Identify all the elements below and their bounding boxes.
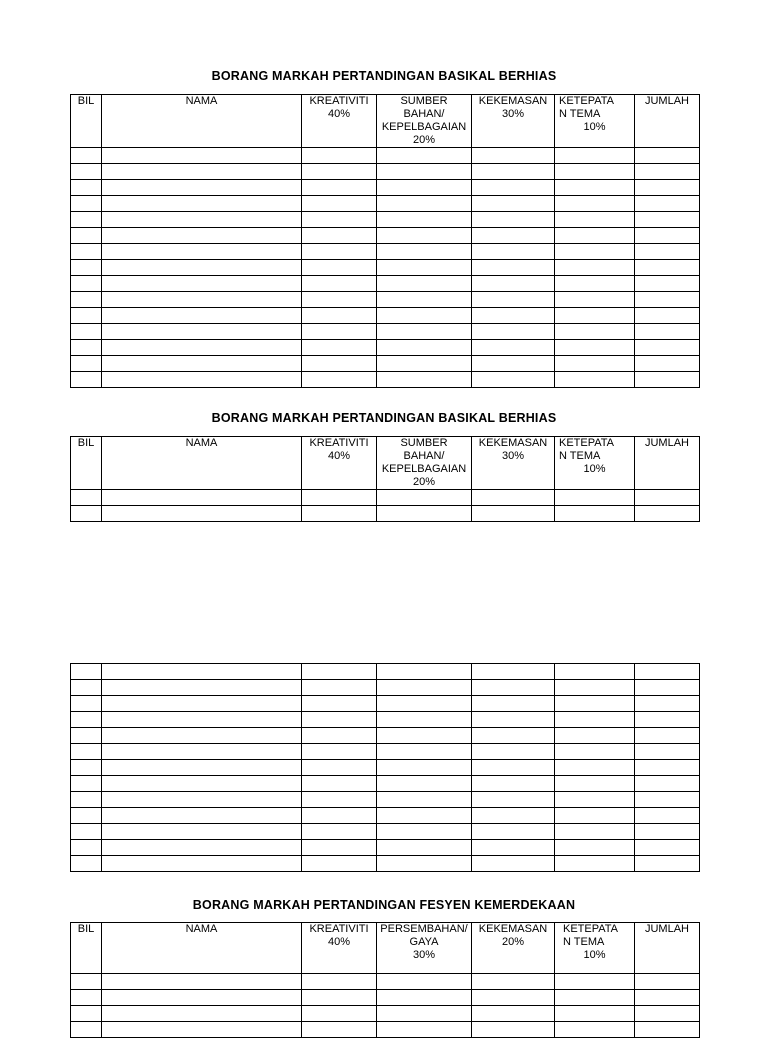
cell-score-4[interactable] [555, 990, 635, 1006]
cell-nama[interactable] [102, 990, 302, 1006]
cell-score-4[interactable] [555, 356, 635, 372]
cell-jumlah[interactable] [635, 148, 700, 164]
cell-jumlah[interactable] [635, 292, 700, 308]
table-row [71, 664, 700, 680]
cell-score-3[interactable] [472, 856, 555, 872]
cell-jumlah[interactable] [635, 180, 700, 196]
table-header-row [71, 437, 700, 490]
cell-score-4[interactable] [555, 148, 635, 164]
table-row [71, 760, 700, 776]
cell-score-3[interactable] [472, 244, 555, 260]
cell-bil[interactable] [71, 324, 102, 340]
cell-nama[interactable] [102, 712, 302, 728]
cell-score-3[interactable] [472, 490, 555, 506]
cell-score-1[interactable] [302, 792, 377, 808]
cell-jumlah[interactable] [635, 212, 700, 228]
cell-score-2[interactable] [377, 148, 472, 164]
cell-nama[interactable] [102, 180, 302, 196]
cell-score-3[interactable] [472, 148, 555, 164]
cell-nama[interactable] [102, 760, 302, 776]
cell-nama[interactable] [102, 324, 302, 340]
cell-jumlah[interactable] [635, 244, 700, 260]
cell-score-4[interactable] [555, 840, 635, 856]
table-row [71, 990, 700, 1006]
header-nama: NAMA [102, 437, 302, 490]
cell-score-3[interactable] [472, 164, 555, 180]
cell-score-1[interactable] [302, 760, 377, 776]
cell-score-1[interactable] [302, 506, 377, 522]
header-kreativiti: KREATIVITI 40% [302, 95, 377, 148]
cell-score-4[interactable] [555, 974, 635, 990]
table-row [71, 744, 700, 760]
header-ketepatan-tema: KETEPATA N TEMA 10% [555, 923, 635, 974]
table-row [71, 680, 700, 696]
cell-jumlah[interactable] [635, 228, 700, 244]
cell-score-2[interactable] [377, 680, 472, 696]
header-kekemasan: KEKEMASAN 20% [472, 923, 555, 974]
cell-score-3[interactable] [472, 760, 555, 776]
cell-bil[interactable] [71, 490, 102, 506]
cell-score-2[interactable] [377, 776, 472, 792]
cell-score-1[interactable] [302, 856, 377, 872]
cell-score-4[interactable] [555, 728, 635, 744]
cell-bil[interactable] [71, 776, 102, 792]
cell-nama[interactable] [102, 776, 302, 792]
cell-bil[interactable] [71, 974, 102, 990]
cell-jumlah[interactable] [635, 164, 700, 180]
table-row [71, 292, 700, 308]
cell-score-4[interactable] [555, 260, 635, 276]
cell-nama[interactable] [102, 292, 302, 308]
cell-jumlah[interactable] [635, 308, 700, 324]
cell-jumlah[interactable] [635, 372, 700, 388]
cell-bil[interactable] [71, 824, 102, 840]
cell-nama[interactable] [102, 744, 302, 760]
cell-score-4[interactable] [555, 776, 635, 792]
cell-score-4[interactable] [555, 228, 635, 244]
cell-jumlah[interactable] [635, 856, 700, 872]
cell-jumlah[interactable] [635, 276, 700, 292]
table-row [71, 696, 700, 712]
cell-jumlah[interactable] [635, 260, 700, 276]
cell-score-2[interactable] [377, 664, 472, 680]
table-row [71, 792, 700, 808]
cell-score-1[interactable] [302, 164, 377, 180]
table-row [71, 244, 700, 260]
cell-score-4[interactable] [555, 196, 635, 212]
table-row [71, 776, 700, 792]
table-row [71, 712, 700, 728]
cell-score-1[interactable] [302, 340, 377, 356]
cell-jumlah[interactable] [635, 792, 700, 808]
cell-score-1[interactable] [302, 776, 377, 792]
cell-score-3[interactable] [472, 824, 555, 840]
table-row [71, 808, 700, 824]
form-2-table [70, 436, 700, 522]
cell-nama[interactable] [102, 808, 302, 824]
cell-score-4[interactable] [555, 164, 635, 180]
cell-score-2[interactable] [377, 1006, 472, 1022]
cell-bil[interactable] [71, 680, 102, 696]
header-nama: NAMA [102, 923, 302, 974]
table-row [71, 490, 700, 506]
cell-jumlah[interactable] [635, 506, 700, 522]
cell-score-2[interactable] [377, 244, 472, 260]
header-bil: BIL [71, 437, 102, 490]
table-row [71, 324, 700, 340]
table-row [71, 228, 700, 244]
cell-score-3[interactable] [472, 260, 555, 276]
cell-score-1[interactable] [302, 148, 377, 164]
cell-score-2[interactable] [377, 728, 472, 744]
cell-score-4[interactable] [555, 1006, 635, 1022]
cell-score-4[interactable] [555, 180, 635, 196]
cell-score-2[interactable] [377, 196, 472, 212]
table-row [71, 308, 700, 324]
cell-bil[interactable] [71, 196, 102, 212]
form-3-table [70, 663, 700, 872]
form-4-title: BORANG MARKAH PERTANDINGAN FESYEN KEMERDEKAAN [192, 898, 576, 912]
cell-score-2[interactable] [377, 824, 472, 840]
cell-nama[interactable] [102, 856, 302, 872]
cell-jumlah[interactable] [635, 776, 700, 792]
cell-score-1[interactable] [302, 356, 377, 372]
cell-score-4[interactable] [555, 490, 635, 506]
cell-score-2[interactable] [377, 212, 472, 228]
cell-score-3[interactable] [472, 180, 555, 196]
cell-score-1[interactable] [302, 824, 377, 840]
cell-score-1[interactable] [302, 680, 377, 696]
cell-bil[interactable] [71, 760, 102, 776]
cell-nama[interactable] [102, 276, 302, 292]
cell-score-2[interactable] [377, 974, 472, 990]
cell-score-3[interactable] [472, 776, 555, 792]
table-row [71, 974, 700, 990]
cell-score-3[interactable] [472, 1006, 555, 1022]
cell-score-2[interactable] [377, 372, 472, 388]
cell-nama[interactable] [102, 148, 302, 164]
table-row [71, 196, 700, 212]
cell-bil[interactable] [71, 340, 102, 356]
cell-score-3[interactable] [472, 712, 555, 728]
cell-score-3[interactable] [472, 744, 555, 760]
cell-score-1[interactable] [302, 276, 377, 292]
cell-jumlah[interactable] [635, 744, 700, 760]
cell-score-2[interactable] [377, 180, 472, 196]
cell-nama[interactable] [102, 372, 302, 388]
cell-nama[interactable] [102, 340, 302, 356]
cell-score-1[interactable] [302, 744, 377, 760]
cell-score-3[interactable] [472, 372, 555, 388]
cell-nama[interactable] [102, 356, 302, 372]
cell-score-2[interactable] [377, 760, 472, 776]
header-kreativiti: KREATIVITI 40% [302, 437, 377, 490]
cell-nama[interactable] [102, 212, 302, 228]
cell-jumlah[interactable] [635, 728, 700, 744]
cell-score-2[interactable] [377, 808, 472, 824]
table-header-row [71, 923, 700, 974]
cell-score-1[interactable] [302, 324, 377, 340]
cell-score-4[interactable] [555, 712, 635, 728]
cell-bil[interactable] [71, 164, 102, 180]
cell-score-4[interactable] [555, 276, 635, 292]
cell-bil[interactable] [71, 244, 102, 260]
cell-jumlah[interactable] [635, 356, 700, 372]
cell-score-4[interactable] [555, 792, 635, 808]
header-sumber-bahan: SUMBER BAHAN/ KEPELBAGAIAN 20% [377, 95, 472, 148]
cell-jumlah[interactable] [635, 840, 700, 856]
cell-bil[interactable] [71, 372, 102, 388]
cell-score-2[interactable] [377, 308, 472, 324]
cell-score-3[interactable] [472, 792, 555, 808]
cell-bil[interactable] [71, 856, 102, 872]
cell-bil[interactable] [71, 744, 102, 760]
table-row [71, 824, 700, 840]
cell-bil[interactable] [71, 292, 102, 308]
header-ketepatan-tema: KETEPATA N TEMA 10% [555, 437, 635, 490]
cell-score-2[interactable] [377, 340, 472, 356]
cell-score-3[interactable] [472, 324, 555, 340]
cell-score-2[interactable] [377, 696, 472, 712]
cell-score-3[interactable] [472, 696, 555, 712]
cell-jumlah[interactable] [635, 696, 700, 712]
cell-score-4[interactable] [555, 744, 635, 760]
table-row [71, 728, 700, 744]
table-row [71, 260, 700, 276]
cell-score-4[interactable] [555, 244, 635, 260]
cell-score-2[interactable] [377, 990, 472, 1006]
cell-score-1[interactable] [302, 1006, 377, 1022]
cell-bil[interactable] [71, 728, 102, 744]
cell-bil[interactable] [71, 808, 102, 824]
cell-nama[interactable] [102, 164, 302, 180]
cell-nama[interactable] [102, 490, 302, 506]
cell-bil[interactable] [71, 308, 102, 324]
cell-score-1[interactable] [302, 728, 377, 744]
header-kekemasan: KEKEMASAN 30% [472, 95, 555, 148]
cell-score-2[interactable] [377, 324, 472, 340]
table-row [71, 340, 700, 356]
cell-nama[interactable] [102, 792, 302, 808]
table-row [71, 506, 700, 522]
cell-bil[interactable] [71, 990, 102, 1006]
cell-score-1[interactable] [302, 712, 377, 728]
cell-score-4[interactable] [555, 308, 635, 324]
cell-score-4[interactable] [555, 696, 635, 712]
cell-score-1[interactable] [302, 260, 377, 276]
cell-score-4[interactable] [555, 506, 635, 522]
cell-bil[interactable] [71, 664, 102, 680]
cell-score-4[interactable] [555, 808, 635, 824]
cell-jumlah[interactable] [635, 1006, 700, 1022]
cell-score-2[interactable] [377, 260, 472, 276]
cell-bil[interactable] [71, 840, 102, 856]
table-row [71, 212, 700, 228]
cell-score-3[interactable] [472, 990, 555, 1006]
cell-nama[interactable] [102, 840, 302, 856]
cell-bil[interactable] [71, 228, 102, 244]
form-2-title: BORANG MARKAH PERTANDINGAN BASIKAL BERHIAS [211, 411, 557, 425]
table-header-row [71, 95, 700, 148]
table-row [71, 276, 700, 292]
cell-nama[interactable] [102, 680, 302, 696]
cell-jumlah[interactable] [635, 712, 700, 728]
cell-nama[interactable] [102, 308, 302, 324]
cell-score-1[interactable] [302, 180, 377, 196]
header-kreativiti: KREATIVITI 40% [302, 923, 377, 974]
cell-score-1[interactable] [302, 664, 377, 680]
cell-score-1[interactable] [302, 244, 377, 260]
cell-score-4[interactable] [555, 292, 635, 308]
cell-bil[interactable] [71, 148, 102, 164]
cell-score-4[interactable] [555, 680, 635, 696]
cell-score-2[interactable] [377, 490, 472, 506]
cell-score-2[interactable] [377, 712, 472, 728]
cell-score-2[interactable] [377, 228, 472, 244]
table-row [71, 148, 700, 164]
cell-jumlah[interactable] [635, 196, 700, 212]
cell-jumlah[interactable] [635, 680, 700, 696]
cell-score-4[interactable] [555, 664, 635, 680]
cell-score-3[interactable] [472, 840, 555, 856]
cell-score-3[interactable] [472, 340, 555, 356]
cell-score-3[interactable] [472, 276, 555, 292]
header-persembahan-gaya: PERSEMBAHAN/ GAYA 30% [377, 923, 472, 974]
table-row [71, 840, 700, 856]
cell-jumlah[interactable] [635, 808, 700, 824]
cell-score-4[interactable] [555, 824, 635, 840]
cell-jumlah[interactable] [635, 824, 700, 840]
cell-nama[interactable] [102, 974, 302, 990]
header-sumber-bahan: SUMBER BAHAN/ KEPELBAGAIAN 20% [377, 437, 472, 490]
cell-score-1[interactable] [302, 308, 377, 324]
cell-score-2[interactable] [377, 792, 472, 808]
cell-score-3[interactable] [472, 212, 555, 228]
cell-jumlah[interactable] [635, 664, 700, 680]
cell-score-2[interactable] [377, 744, 472, 760]
form-1-title: BORANG MARKAH PERTANDINGAN BASIKAL BERHIAS [211, 69, 557, 83]
header-nama: NAMA [102, 95, 302, 148]
cell-score-1[interactable] [302, 990, 377, 1006]
cell-bil[interactable] [71, 792, 102, 808]
cell-score-1[interactable] [302, 196, 377, 212]
cell-score-2[interactable] [377, 164, 472, 180]
cell-score-3[interactable] [472, 664, 555, 680]
cell-score-1[interactable] [302, 228, 377, 244]
cell-bil[interactable] [71, 506, 102, 522]
table-row [71, 856, 700, 872]
cell-nama[interactable] [102, 824, 302, 840]
cell-score-1[interactable] [302, 490, 377, 506]
cell-score-1[interactable] [302, 372, 377, 388]
cell-bil[interactable] [71, 712, 102, 728]
header-bil: BIL [71, 923, 102, 974]
cell-score-2[interactable] [377, 840, 472, 856]
cell-nama[interactable] [102, 664, 302, 680]
header-jumlah: JUMLAH [635, 923, 700, 974]
cell-nama[interactable] [102, 244, 302, 260]
cell-score-4[interactable] [555, 856, 635, 872]
table-row [71, 164, 700, 180]
cell-score-4[interactable] [555, 212, 635, 228]
cell-score-1[interactable] [302, 292, 377, 308]
cell-nama[interactable] [102, 506, 302, 522]
cell-score-1[interactable] [302, 808, 377, 824]
cell-jumlah[interactable] [635, 760, 700, 776]
cell-jumlah[interactable] [635, 324, 700, 340]
cell-score-4[interactable] [555, 340, 635, 356]
cell-score-1[interactable] [302, 696, 377, 712]
cell-score-4[interactable] [555, 324, 635, 340]
cell-nama[interactable] [102, 228, 302, 244]
cell-score-2[interactable] [377, 292, 472, 308]
cell-nama[interactable] [102, 696, 302, 712]
header-jumlah: JUMLAH [635, 95, 700, 148]
table-row [71, 180, 700, 196]
cell-bil[interactable] [71, 260, 102, 276]
cell-score-3[interactable] [472, 506, 555, 522]
cell-score-3[interactable] [472, 228, 555, 244]
form-4-table [70, 922, 700, 1038]
form-1-table [70, 94, 700, 388]
cell-score-3[interactable] [472, 292, 555, 308]
cell-score-3[interactable] [472, 196, 555, 212]
cell-score-2[interactable] [377, 276, 472, 292]
cell-score-3[interactable] [472, 974, 555, 990]
cell-bil[interactable] [71, 180, 102, 196]
cell-nama[interactable] [102, 196, 302, 212]
table-row [71, 372, 700, 388]
cell-jumlah[interactable] [635, 490, 700, 506]
cell-score-1[interactable] [302, 840, 377, 856]
cell-score-2[interactable] [377, 506, 472, 522]
cell-score-2[interactable] [377, 856, 472, 872]
cell-jumlah[interactable] [635, 340, 700, 356]
cell-score-1[interactable] [302, 974, 377, 990]
header-ketepatan-tema: KETEPATA N TEMA 10% [555, 95, 635, 148]
table-row [71, 1006, 700, 1022]
header-kekemasan: KEKEMASAN 30% [472, 437, 555, 490]
cell-bil[interactable] [71, 1006, 102, 1022]
cell-jumlah[interactable] [635, 974, 700, 990]
cell-score-3[interactable] [472, 356, 555, 372]
cell-nama[interactable] [102, 1006, 302, 1022]
header-bil: BIL [71, 95, 102, 148]
cell-nama[interactable] [102, 260, 302, 276]
cell-score-4[interactable] [555, 760, 635, 776]
cell-bil[interactable] [71, 356, 102, 372]
cell-bil[interactable] [71, 696, 102, 712]
table-row [71, 356, 700, 372]
header-jumlah: JUMLAH [635, 437, 700, 490]
cell-score-3[interactable] [472, 308, 555, 324]
cell-score-4[interactable] [555, 372, 635, 388]
cell-bil[interactable] [71, 276, 102, 292]
cell-score-3[interactable] [472, 680, 555, 696]
cell-jumlah[interactable] [635, 990, 700, 1006]
cell-score-2[interactable] [377, 356, 472, 372]
cell-score-3[interactable] [472, 808, 555, 824]
cell-score-1[interactable] [302, 212, 377, 228]
cell-score-3[interactable] [472, 728, 555, 744]
cell-bil[interactable] [71, 212, 102, 228]
cell-nama[interactable] [102, 728, 302, 744]
